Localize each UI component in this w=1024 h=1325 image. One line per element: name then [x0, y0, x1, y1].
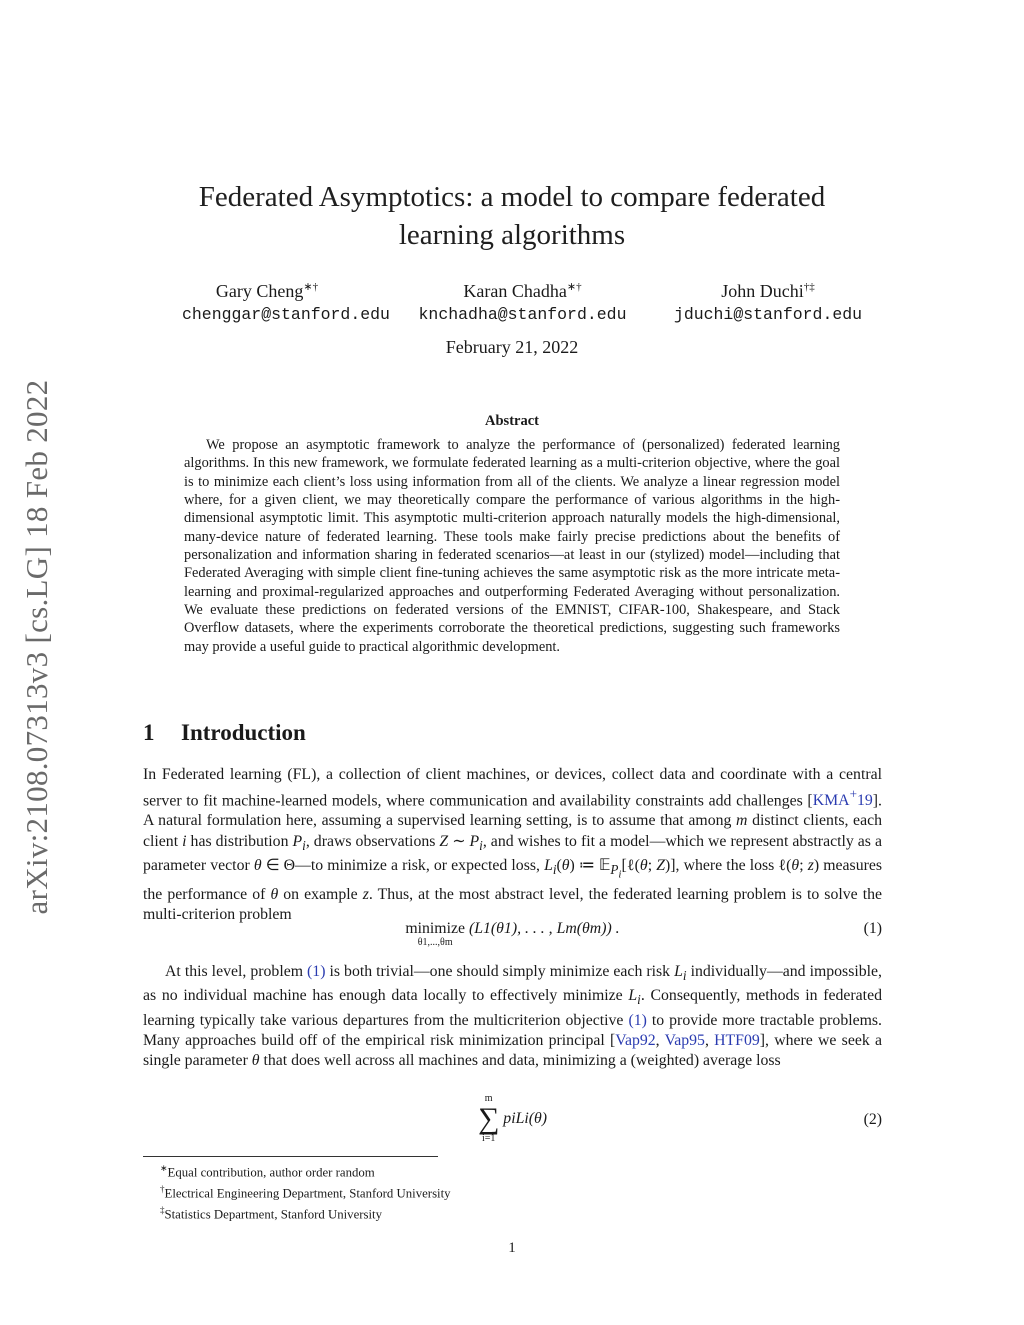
intro-paragraph-1: In Federated learning (FL), a collection of client machines, or devices, collect data and coordinate with a central server to fit machine-learned models, where communication and availability constraints add challenges [KMA+19]. A natural formulation here, assuming a supervised learning setting, is to assume that among m distinct clients, each client i has distribution $P_i$, draws observations Z ∼ $P_i$, and wishes to fit a model—which we represent abstractly as a parameter vector θ ∈ Θ—to minimize a risk, or expected loss, $L_i(\theta)$ ≔ 𝔼$_{P_i}$[ℓ(θ; Z)], where the loss ℓ(θ; z) measures the performance of θ on example z. Thus, at the most abstract level, the federated learning problem is to solve the multi-criterion problem — [143, 766, 883, 923]
equation-2-number: (2) — [863, 1111, 882, 1128]
citation-link[interactable]: HTF09 — [714, 1031, 760, 1049]
sum-icon: ∑ — [477, 1102, 500, 1135]
author-marks: ∗† — [303, 281, 319, 293]
equation-1-rhs: (L1(θ1), . . . , Lm(θm)) . — [468, 920, 620, 937]
equation-2 — [143, 1094, 882, 1150]
sum-lower: i=1 — [481, 1133, 496, 1144]
author-name: Karan Chadha — [463, 281, 567, 301]
footnote-divider — [143, 1156, 438, 1157]
author-name: Gary Cheng — [215, 281, 304, 301]
footnote: †Electrical Engineering Department, Stanford University — [160, 1183, 451, 1201]
equation-1-sub: θ1,...,θm — [417, 937, 453, 948]
title-line-1: Federated Asymptotics: a model to compare federated — [198, 181, 826, 213]
section-title: Introduction — [181, 720, 306, 745]
author-marks: †‡ — [803, 281, 815, 293]
title-line-2: learning algorithms — [398, 219, 626, 251]
author-3 — [668, 276, 868, 324]
author-email[interactable]: chenggar@stanford.edu — [182, 305, 390, 324]
author-marks: ∗† — [566, 281, 582, 293]
paper-date: February 21, 2022 — [445, 337, 579, 357]
abstract-heading: Abstract — [485, 413, 539, 429]
footnote: ∗Equal contribution, author order random — [160, 1163, 375, 1180]
arxiv-sidebar — [14, 352, 60, 942]
equation-2-body: piLi(θ) — [503, 1110, 548, 1127]
citation-link[interactable]: Vap95 — [664, 1031, 705, 1049]
section-number: 1 — [143, 720, 155, 745]
equation-ref[interactable]: (1) — [307, 963, 326, 980]
page-number: 1 — [508, 1240, 516, 1256]
author-1 — [182, 276, 390, 324]
footnotes — [160, 1160, 451, 1222]
author-email[interactable]: jduchi@stanford.edu — [673, 305, 863, 324]
author-2 — [410, 276, 635, 324]
sum-upper: m — [484, 1093, 493, 1104]
citation-link[interactable]: KMA+19 — [812, 787, 873, 810]
citation-link[interactable]: Vap92 — [615, 1031, 656, 1049]
equation-1-lhs: minimize — [405, 920, 466, 937]
author-email[interactable]: knchadha@stanford.edu — [418, 305, 627, 324]
equation-ref[interactable]: (1) — [628, 1011, 647, 1029]
section-heading — [143, 720, 306, 746]
equation-1-number: (1) — [863, 920, 882, 937]
abstract-text: We propose an asymptotic framework to analyze the performance of (personalized) federated learning algorithms. In this new framework, we formulate federated learning as a multi-criterion objective, where the goal is to minimize each client’s loss using information from all of the clients. We analyze a linear regression model where, for a given client, we may theoretically compare the performance of various algorithms in the high-dimensional asymptotic limit. This asymptotic multi-criterion approach naturally models the high-dimensional, many-device nature of federated learning. These tools make fairly precise predictions about the benefits of personalization and information sharing in federated scenarios—at least in our (stylized) model—including that Federated Averaging with simple client fine-tuning achieves the same asymptotic risk as the more intricate meta-learning and proximal-regularized approaches and outperforming Federated Averaging without personalization. We evaluate these predictions on federated versions of the EMNIST, CIFAR-100, Shakespeare, and Stack Overflow datasets, where the experiments corroborate the theoretical predictions, suggesting such frameworks may provide a useful guide to practical algorithmic development. — [184, 437, 840, 655]
intro-paragraph-2: At this level, problem (1) is both trivial—one should simply minimize each risk $L_i$ individually—and impossible, as no individual machine has enough data locally to effectively minimize $L_i$. Consequently, methods in federated learning typically take various departures from the multicriterion objective (1) to provide more tractable problems. Many approaches build off of the empirical risk minimization principal [Vap92, Vap95, HTF09], where we seek a single parameter θ that does well across all machines and data, minimizing a (weighted) average loss — [143, 963, 882, 1069]
paper-title — [140, 178, 884, 254]
footnote: ‡Statistics Department, Stanford University — [160, 1204, 383, 1221]
arxiv-identifier: arXiv:2108.07313v3 [cs.LG] 18 Feb 2022 — [19, 379, 54, 915]
author-name: John Duchi — [721, 281, 804, 301]
